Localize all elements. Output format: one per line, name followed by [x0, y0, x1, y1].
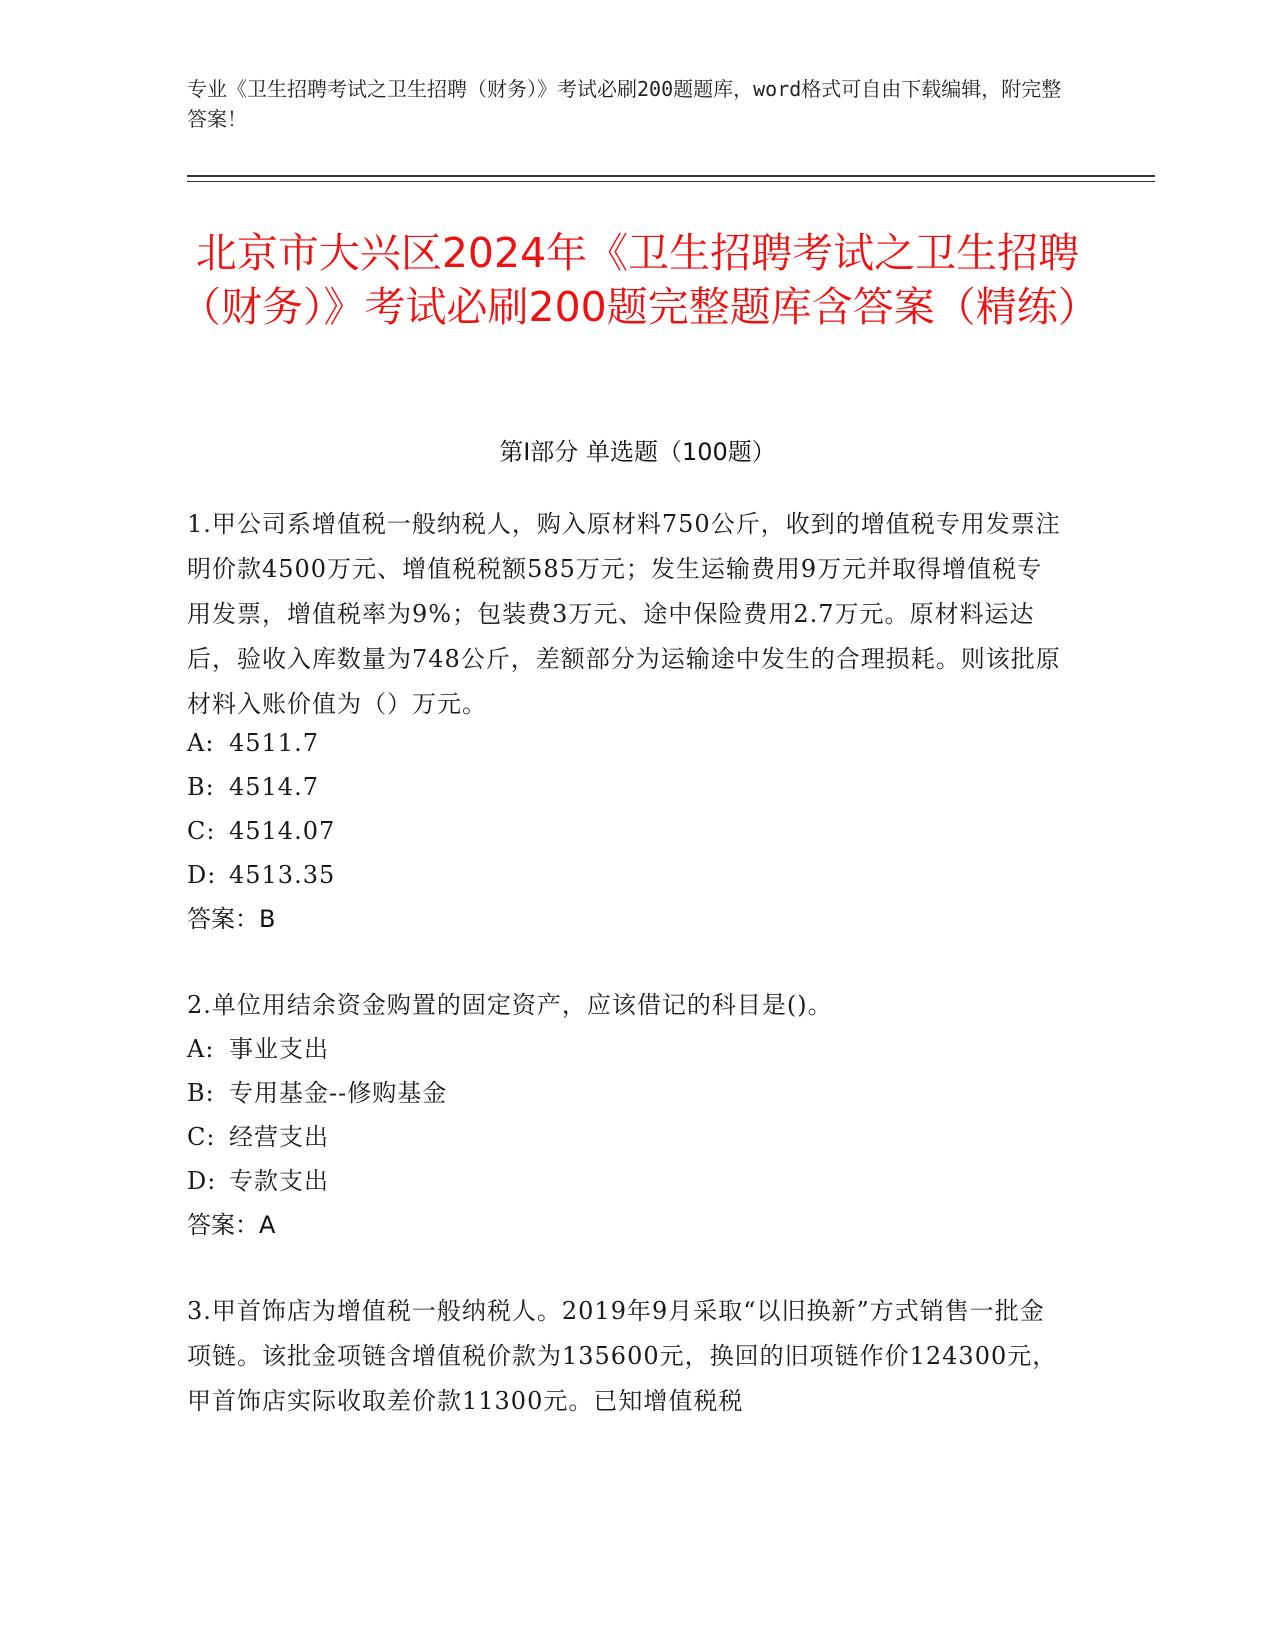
header-note: 专业《卫生招聘考试之卫生招聘（财务）》考试必刷200题题库，word格式可自由下载编辑，附完整答案！	[187, 77, 1062, 131]
option-letter: D:	[187, 861, 217, 889]
question-3-stem: 3.甲首饰店为增值税一般纳税人。2019年9月采取“以旧换新”方式销售一批金项链。该批金项链含增值税价款为135600元，换回的旧项链作价124300元，甲首饰店实际收取差价款11300元。已知增值税税	[187, 1297, 1058, 1415]
option-letter: C:	[187, 817, 216, 845]
question-1-option-b	[187, 765, 319, 810]
header-divider-thin	[187, 181, 1155, 182]
question-2-stem: 2.单位用结余资金购置的固定资产，应该借记的科目是()。	[187, 991, 833, 1019]
question-2-option-d	[187, 1159, 329, 1204]
option-letter: D:	[187, 1167, 217, 1195]
option-letter: A:	[187, 1035, 215, 1063]
question-2-option-a	[187, 1027, 329, 1072]
question-2-answer: 答案：A	[187, 1211, 276, 1239]
question-1-option-a	[187, 721, 319, 766]
option-text: 4514.7	[229, 773, 319, 801]
option-letter: B:	[187, 773, 215, 801]
document-title: 北京市大兴区2024年《卫生招聘考试之卫生招聘（财务）》考试必刷200题完整题库含答案（精练）	[180, 229, 1099, 331]
option-text: 专款支出	[229, 1167, 329, 1195]
question-2-option-b	[187, 1071, 447, 1116]
option-letter: B:	[187, 1079, 215, 1107]
section-title: 第Ⅰ部分 单选题（100题）	[499, 438, 776, 466]
option-letter: A:	[187, 729, 215, 757]
option-text: 4511.7	[229, 729, 319, 757]
option-text: 经营支出	[229, 1123, 329, 1151]
question-2-option-c	[187, 1115, 329, 1160]
question-1-answer: 答案：B	[187, 905, 276, 933]
question-1-stem: 1.甲公司系增值税一般纳税人，购入原材料750公斤，收到的增值税专用发票注明价款4500万元、增值税税额585万元；发生运输费用9万元并取得增值税专用发票，增值税率为9%；包装费3万元、途中保险费用2.7万元。原材料运达后，验收入库数量为748公斤，差额部分为运输途中发生的合理损耗。则该批原材料入账价值为（）万元。	[187, 510, 1061, 718]
header-divider-thick	[187, 175, 1155, 177]
option-letter: C:	[187, 1123, 216, 1151]
option-text: 专用基金--修购基金	[229, 1079, 448, 1107]
option-text: 事业支出	[229, 1035, 329, 1063]
question-1-option-c	[187, 809, 335, 854]
option-text: 4513.35	[229, 861, 336, 889]
question-1-option-d	[187, 853, 335, 898]
option-text: 4514.07	[229, 817, 336, 845]
